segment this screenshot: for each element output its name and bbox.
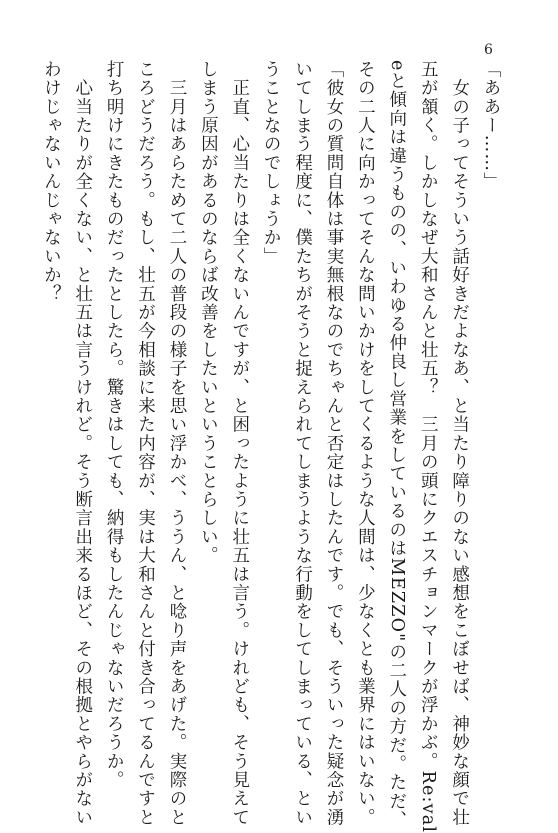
text-line: しまう原因があるのならば改善をしたいということらしい。 bbox=[198, 60, 219, 565]
text-line: 女の子ってそういう話好きだよなあ、と当たり障りのない感想をこぼせば、神妙な顔で壮 bbox=[449, 60, 470, 827]
text-line: 「ああー……」 bbox=[481, 60, 501, 191]
text-line: ころどうだろう。もし、壮五が今相談に来た内容が、実は大和さんと付き合ってるんですと bbox=[135, 60, 156, 827]
text-line: その二人に向かってそんな問いかけをしてくるような人間は、少なくとも業界にはいない。 bbox=[355, 60, 376, 827]
text-line: 打ち明けにきたものだったとしたら。驚きはしても、納得もしたんじゃないだろうか。 bbox=[104, 60, 125, 790]
text-line: 三月はあらためて二人の普段の様子を思い浮かべ、ううん、と唸り声をあげた。実際のと bbox=[166, 60, 187, 827]
text-line: 五が頷く。しかしなぜ大和さんと壮五？ 三月の頭にクエスチョンマークが浮かぶ。Re:val bbox=[418, 60, 439, 833]
text-line: いてしまう程度に、僕たちがそうと捉えられてしまうような行動をしてしまっている、とい bbox=[292, 60, 313, 827]
text-line: わけじゃないんじゃないか？ bbox=[41, 60, 62, 304]
text-line: 「彼女の質問自体は事実無根なのでちゃんと否定はしたんです。でも、そういった疑念が湧 bbox=[323, 60, 344, 827]
page-number: 6 bbox=[484, 42, 493, 58]
body-text bbox=[35, 60, 506, 833]
text-line: 心当たりが全くない、と壮五は言うけれど。そう断言出来るほど、その根拠とやらがない bbox=[72, 60, 93, 827]
text-line: うことなのでしょうか」 bbox=[261, 60, 282, 266]
text-line: 正直、心当たりは全くないんですが、と困ったように壮五は言う。けれども、そう見えて bbox=[229, 60, 250, 827]
text-line: eと傾向は違うものの、いわゆる仲良し営業をしているのはMEZZO"の二人の方だ。ただ、 bbox=[386, 60, 407, 830]
